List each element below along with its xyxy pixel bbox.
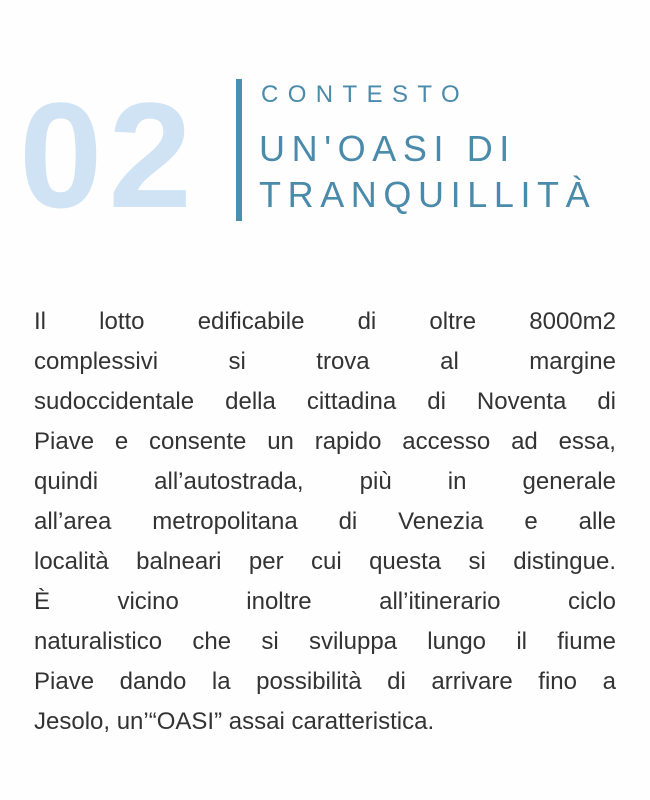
word: la — [211, 668, 231, 695]
word: per — [248, 548, 284, 575]
word: ciclo — [567, 588, 616, 615]
word: arrivare — [431, 668, 513, 695]
word: sudoccidentale — [34, 388, 195, 415]
word: generale — [522, 468, 616, 495]
word: naturalistico — [34, 628, 163, 655]
body-line-text — [34, 462, 616, 502]
word: ad — [511, 428, 538, 455]
word: essa, — [558, 428, 616, 455]
word: il — [516, 628, 527, 655]
body-line-text — [34, 382, 616, 422]
body-line — [34, 302, 616, 342]
word: rapido — [314, 428, 382, 455]
word: Venezia — [398, 508, 484, 535]
word: 8000m2 — [529, 308, 616, 335]
word: che — [192, 628, 232, 655]
word: Noventa — [476, 388, 567, 415]
body-line-text — [34, 582, 616, 622]
word: questa — [369, 548, 442, 575]
word: Il — [34, 308, 46, 335]
word: lungo — [427, 628, 487, 655]
word: di — [338, 508, 358, 535]
word: di — [387, 668, 406, 695]
word: sviluppa — [308, 628, 398, 655]
word: balneari — [136, 548, 222, 575]
word: all’itinerario — [379, 588, 501, 615]
body-line — [34, 502, 616, 542]
word: complessivi — [34, 348, 159, 375]
section-eyebrow: CONTESTO — [261, 81, 470, 108]
word: Piave — [34, 428, 95, 455]
body-line — [34, 662, 616, 702]
word: fiume — [557, 628, 616, 655]
word: distingue. — [513, 548, 616, 575]
word: in — [447, 468, 467, 495]
word: al — [440, 348, 459, 375]
word: di — [597, 388, 616, 415]
word: metropolitana — [152, 508, 298, 535]
word: edificabile — [197, 308, 305, 335]
title-line-2: TRANQUILLITÀ — [259, 174, 597, 215]
body-line-text — [34, 542, 616, 582]
body-line-text — [34, 502, 616, 542]
body-paragraph — [34, 302, 616, 742]
word: possibilità — [256, 668, 362, 695]
body-line — [34, 622, 616, 662]
word: quindi — [34, 468, 99, 495]
body-line-text — [34, 422, 616, 462]
word: un — [267, 428, 294, 455]
word: fino — [538, 668, 577, 695]
word: dando — [119, 668, 187, 695]
body-line — [34, 462, 616, 502]
body-line-text — [34, 622, 616, 662]
word: e — [524, 508, 538, 535]
word: e — [114, 428, 129, 455]
title-line-1: UN'OASI DI — [259, 128, 516, 169]
word: si — [261, 628, 279, 655]
section-title — [259, 126, 596, 218]
body-line — [34, 542, 616, 582]
word: si — [228, 348, 246, 375]
word: Piave — [34, 668, 95, 695]
word: all’autostrada, — [154, 468, 304, 495]
word: all’area — [34, 508, 112, 535]
section-number: 02 — [19, 71, 198, 239]
body-line — [34, 582, 616, 622]
word: È — [34, 588, 51, 615]
word: più — [359, 468, 392, 495]
word: alle — [578, 508, 616, 535]
word: cui — [310, 548, 342, 575]
body-line-text — [34, 342, 616, 382]
body-line — [34, 422, 616, 462]
word: consente — [149, 428, 247, 455]
body-line-text: Jesolo, un’“OASI” assai caratteristica. — [34, 708, 435, 735]
word: cittadina — [306, 388, 397, 415]
word: vicino — [117, 588, 179, 615]
vertical-divider — [236, 79, 242, 221]
word: si — [468, 548, 486, 575]
body-line-text — [34, 302, 616, 342]
word: località — [34, 548, 109, 575]
body-line — [34, 382, 616, 422]
word: a — [602, 668, 616, 695]
word: della — [225, 388, 276, 415]
word: accesso — [402, 428, 491, 455]
word: lotto — [99, 308, 145, 335]
body-line-text — [34, 662, 616, 702]
word: oltre — [429, 308, 477, 335]
word: di — [427, 388, 446, 415]
body-line — [34, 342, 616, 382]
body-line-last — [34, 702, 616, 742]
word: margine — [529, 348, 616, 375]
word: trova — [316, 348, 370, 375]
word: di — [357, 308, 377, 335]
word: inoltre — [246, 588, 312, 615]
